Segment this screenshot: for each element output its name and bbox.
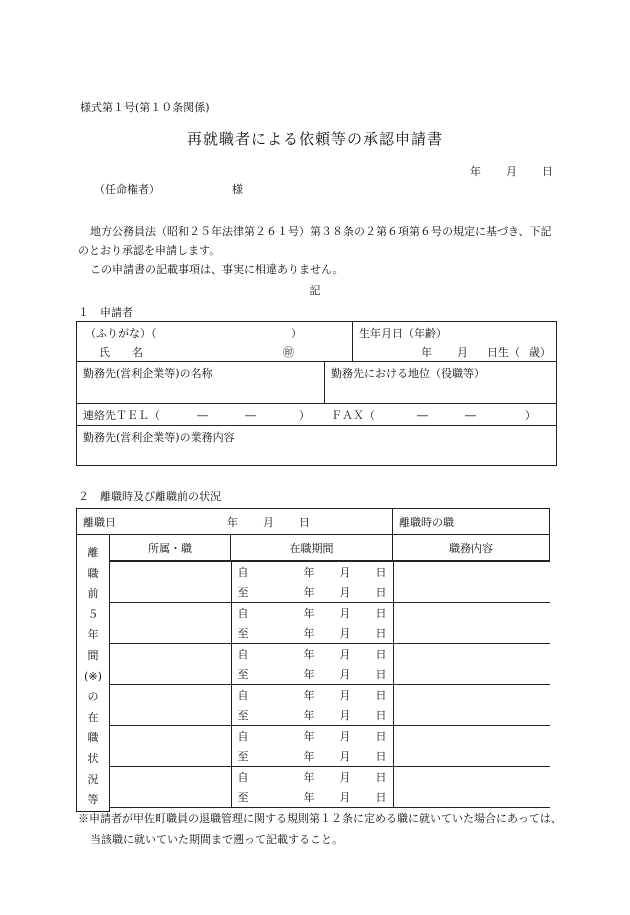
period-cell[interactable]: [231, 685, 393, 726]
fax-label: ＦＡＸ（: [331, 409, 375, 422]
retire-month: 月: [263, 516, 274, 529]
period-cell[interactable]: [231, 767, 393, 808]
to-year: 年: [303, 750, 315, 763]
to-label: 至: [237, 709, 249, 722]
period-rows-wrap: [110, 561, 550, 812]
business-label: 勤務先(営利企業等)の業務内容: [83, 431, 235, 444]
body-paragraph: [78, 222, 556, 279]
to-label: 至: [237, 586, 249, 599]
to-day: 日: [375, 750, 387, 763]
to-label: 至: [237, 791, 249, 804]
birthdate-label: 生年月日（年齢）: [359, 327, 447, 340]
to-day: 日: [375, 791, 387, 804]
side-label-char: 況: [87, 772, 99, 786]
tel-dash-2: ―: [245, 409, 256, 422]
from-year: 年: [303, 771, 315, 784]
to-day: 日: [375, 627, 387, 640]
side-label-char: (※): [84, 669, 102, 683]
business-cell[interactable]: [77, 426, 557, 466]
birth-year: 年: [421, 346, 432, 359]
from-label: 自: [237, 689, 249, 702]
from-label: 自: [237, 730, 249, 743]
side-label-char: 等: [87, 793, 99, 807]
period-cell[interactable]: [231, 562, 393, 603]
retire-position-label: 離職時の職: [399, 516, 454, 529]
tel-label: 連絡先ＴＥＬ（: [83, 409, 160, 422]
affiliation-cell[interactable]: [110, 685, 231, 726]
position-label: 勤務先における地位（役職等）: [331, 367, 485, 380]
retire-day: 日: [299, 516, 310, 529]
col-affiliation: 所属・職: [110, 535, 231, 561]
section2-heading: ２ 離職時及び離職前の状況: [78, 490, 221, 503]
from-day: 日: [375, 689, 387, 702]
affiliation-cell[interactable]: [110, 726, 231, 767]
applicant-table: [76, 321, 557, 466]
application-statement: 地方公務員法（昭和２５年法律第２６１号）第３８条の２第６項第６号の規定に基づき、下記のとおり承認を申請します。: [78, 225, 552, 257]
side-label-char: 状: [87, 751, 99, 765]
duties-cell[interactable]: [393, 644, 550, 685]
from-month: 月: [339, 566, 351, 579]
affiliation-cell[interactable]: [110, 767, 231, 808]
to-month: 月: [339, 791, 351, 804]
col-period: 在職期間: [231, 535, 393, 561]
side-label-char: ５: [87, 607, 99, 621]
to-month: 月: [339, 709, 351, 722]
name-label: 氏 名: [99, 346, 143, 359]
position-cell[interactable]: [325, 362, 557, 404]
ki-marker: 記: [309, 284, 321, 297]
duties-cell[interactable]: [393, 767, 550, 808]
footnote: ※申請者が甲佐町職員の退職管理に関する規則第１２条に定める職に就いていた場合にあっては、当該職に就いていた期間まで遡って記載すること。: [78, 812, 562, 846]
name-cell[interactable]: [77, 322, 353, 362]
to-year: 年: [303, 791, 315, 804]
age-suffix: 歳）: [529, 346, 551, 359]
retire-date-label: 離職日: [83, 516, 116, 529]
from-day: 日: [375, 648, 387, 661]
from-day: 日: [375, 771, 387, 784]
side-label-char: 年: [87, 628, 99, 642]
period-cell[interactable]: [231, 726, 393, 767]
retire-date-cell[interactable]: [77, 509, 393, 535]
from-label: 自: [237, 566, 249, 579]
birth-month: 月: [457, 346, 468, 359]
retire-year: 年: [227, 516, 238, 529]
fax-dash-1: ―: [417, 409, 428, 422]
fax-dash-2: ―: [465, 409, 476, 422]
to-year: 年: [303, 627, 315, 640]
retirement-table: [76, 508, 550, 812]
to-month: 月: [339, 627, 351, 640]
retire-position-cell[interactable]: [393, 509, 550, 535]
from-label: 自: [237, 607, 249, 620]
birth-day: 日生（: [487, 346, 520, 359]
from-month: 月: [339, 730, 351, 743]
to-month: 月: [339, 750, 351, 763]
period-row: [110, 685, 550, 726]
to-month: 月: [339, 668, 351, 681]
date-day: 日: [542, 165, 553, 178]
to-day: 日: [375, 668, 387, 681]
duties-cell[interactable]: [393, 562, 550, 603]
side-label: [77, 535, 110, 812]
period-cell[interactable]: [231, 644, 393, 685]
side-label-char: 間: [87, 648, 99, 662]
col-duties: 職務内容: [393, 535, 550, 561]
affiliation-cell[interactable]: [110, 562, 231, 603]
from-year: 年: [303, 730, 315, 743]
period-row: [110, 603, 550, 644]
period-cell[interactable]: [231, 603, 393, 644]
tel-dash-1: ―: [197, 409, 208, 422]
from-month: 月: [339, 648, 351, 661]
from-month: 月: [339, 689, 351, 702]
to-month: 月: [339, 586, 351, 599]
recipient-label: （任命権者）: [94, 183, 160, 196]
duties-cell[interactable]: [393, 685, 550, 726]
fax-close: ）: [525, 409, 536, 422]
to-label: 至: [237, 627, 249, 640]
period-row: [110, 726, 550, 767]
from-day: 日: [375, 730, 387, 743]
furigana-label: （ふりがな）（: [85, 327, 157, 340]
from-day: 日: [375, 607, 387, 620]
side-label-char: 在: [87, 710, 99, 724]
to-day: 日: [375, 709, 387, 722]
side-label-char: の: [87, 690, 99, 704]
contact-cell[interactable]: [77, 404, 557, 426]
to-year: 年: [303, 668, 315, 681]
side-label-char: 前: [87, 587, 99, 601]
to-day: 日: [375, 586, 387, 599]
from-label: 自: [237, 648, 249, 661]
furigana-close: ）: [291, 327, 302, 340]
period-row: [110, 562, 550, 603]
document-title: 再就職者による依頼等の承認申請書: [186, 130, 443, 148]
to-year: 年: [303, 586, 315, 599]
to-label: 至: [237, 668, 249, 681]
side-label-char: 職: [87, 566, 99, 580]
date-year: 年: [470, 165, 481, 178]
from-year: 年: [303, 566, 315, 579]
declaration-statement: この申請書の記載事項は、事実に相違ありません。: [90, 263, 344, 276]
duties-cell[interactable]: [393, 603, 550, 644]
from-day: 日: [375, 566, 387, 579]
from-month: 月: [339, 771, 351, 784]
date-month: 月: [506, 165, 517, 178]
tel-close: ）: [299, 409, 310, 422]
from-year: 年: [303, 689, 315, 702]
from-month: 月: [339, 607, 351, 620]
section1-heading: １ 申請者: [78, 306, 133, 319]
from-year: 年: [303, 607, 315, 620]
seal-mark: ㊞: [283, 346, 294, 359]
side-label-char: 職: [87, 731, 99, 745]
from-year: 年: [303, 648, 315, 661]
affiliation-cell[interactable]: [110, 644, 231, 685]
birthdate-cell[interactable]: [353, 322, 557, 362]
to-year: 年: [303, 709, 315, 722]
period-row: [110, 767, 550, 808]
side-label-char: 離: [87, 546, 99, 559]
recipient-honorific: 様: [232, 183, 243, 196]
to-label: 至: [237, 750, 249, 763]
period-row: [110, 644, 550, 685]
form-number: 様式第１号(第１０条関係): [80, 101, 210, 114]
from-label: 自: [237, 771, 249, 784]
affiliation-cell[interactable]: [110, 603, 231, 644]
duties-cell[interactable]: [393, 726, 550, 767]
employer-name-cell[interactable]: [77, 362, 325, 404]
employer-name-label: 勤務先(営利企業等)の名称: [83, 367, 213, 380]
